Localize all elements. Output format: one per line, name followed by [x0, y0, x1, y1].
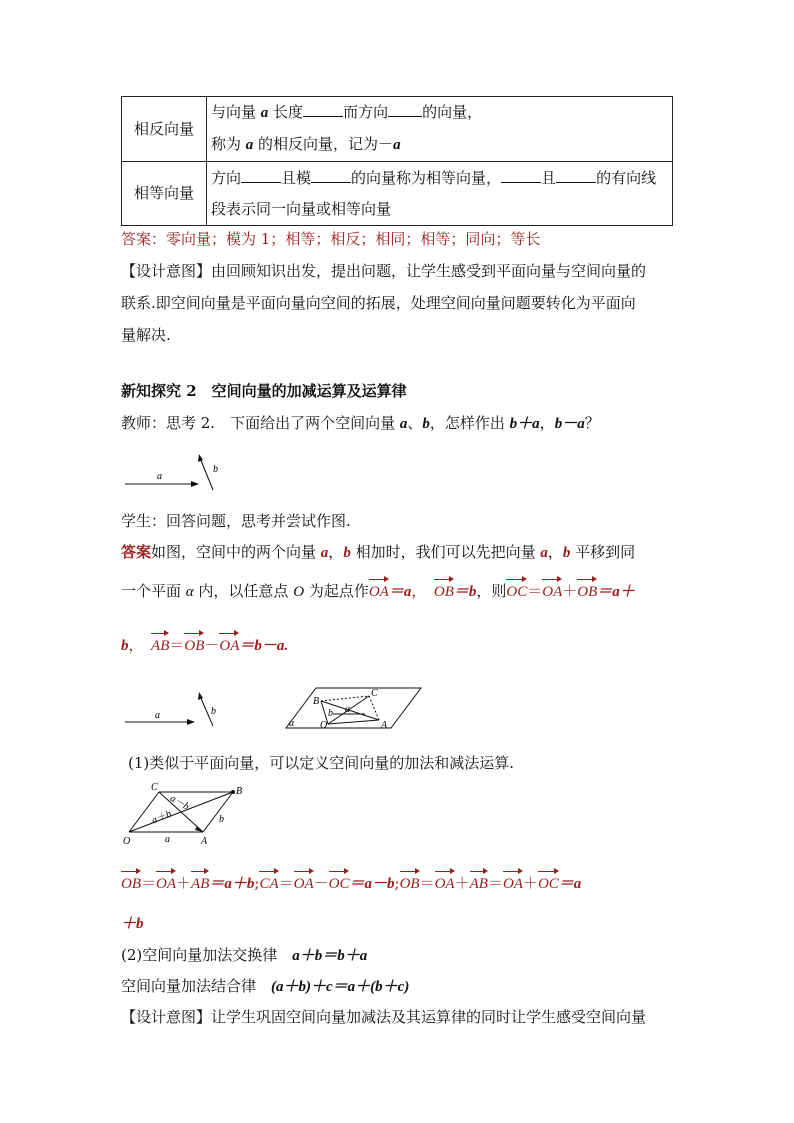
label-B: B: [313, 696, 320, 707]
design-intent-2: 【设计意图】让学生巩固空间向量加减法及其运算律的同时让学生感受空间向量: [121, 1008, 647, 1026]
answer-2-line2: 一个平面 α 内，以任意点 O 为起点作OA＝a， OB＝b，则OC＝OA＋OB＝a＋: [121, 576, 635, 601]
table-row: [122, 97, 673, 162]
answer-2-line3: b， AB＝OB－OA＝b－a.: [121, 630, 288, 655]
label-a-plus-b: a＋b: [150, 808, 173, 827]
label-b: b: [211, 706, 216, 717]
vector-definition-table: [121, 96, 673, 226]
student-response: 学生：回答问题，思考并尝试作图.: [121, 512, 351, 530]
label-a: a: [165, 834, 170, 845]
label-alpha: α: [289, 718, 295, 729]
label-C: C: [371, 688, 378, 699]
row-definition: 与向量 a 长度 而方向 的向量， 称为 a 的相反向量，记为－a: [207, 97, 673, 162]
vector-figure-2: [121, 684, 431, 734]
teacher-question: 教师：思考 2. 下面给出了两个空间向量 a、b，怎样作出 b＋a，b－a？: [121, 414, 600, 432]
label-O: O: [320, 720, 328, 731]
answer-1: 答案：零向量；模为 1；相等；相反；相同；相等；同向；等长: [121, 230, 541, 248]
label-b-plane: b: [328, 708, 333, 719]
row-name: 相反向量: [122, 97, 207, 162]
label-C: C: [151, 782, 158, 793]
table-row: [122, 162, 673, 226]
row-name: 相等向量: [122, 162, 207, 226]
design-intent-1-line1: 【设计意图】由回顾知识出发，提出问题，让学生感受到平面向量与空间向量的: [121, 262, 647, 280]
associative-law: 空间向量加法结合律 (a＋b)＋c＝a＋(b＋c): [121, 977, 410, 995]
vector-figure-1: [121, 448, 231, 492]
row-definition: 方向 且模 的向量称为相等向量， 且 的有向线 段表示同一向量或相等向量: [207, 162, 673, 226]
formula-line: OB＝OA＋AB＝a＋b;CA＝OA－OC＝a－b;OB＝OA＋AB＝OA＋OC＝a: [121, 868, 581, 893]
formula-continuation: ＋b: [121, 916, 144, 932]
parallelogram-figure: [121, 780, 261, 850]
section-title: 新知探究 2 空间向量的加减运算及运算律: [121, 382, 407, 400]
label-O: O: [123, 836, 131, 847]
label-a-plane: a: [345, 704, 350, 715]
label-b: b: [219, 814, 224, 825]
label-B: B: [236, 786, 243, 797]
label-A: A: [201, 836, 208, 847]
label-a: a: [157, 471, 162, 482]
label-a-minus-b: a－b: [168, 793, 191, 813]
label-b: b: [213, 464, 218, 475]
label-a: a: [155, 710, 160, 721]
design-intent-1-line3: 量解决.: [121, 326, 171, 344]
point-1: (1)类似于平面向量，可以定义空间向量的加法和减法运算.: [128, 754, 515, 772]
commutative-law: (2)空间向量加法交换律 a＋b＝b＋a: [121, 946, 368, 964]
answer-2-line1: 答案如图，空间中的两个向量 a，b 相加时，我们可以先把向量 a，b 平移到同: [121, 543, 636, 561]
design-intent-1-line2: 联系.即空间向量是平面向量向空间的拓展，处理空间向量问题要转化为平面向: [121, 294, 636, 312]
label-A: A: [381, 720, 388, 731]
